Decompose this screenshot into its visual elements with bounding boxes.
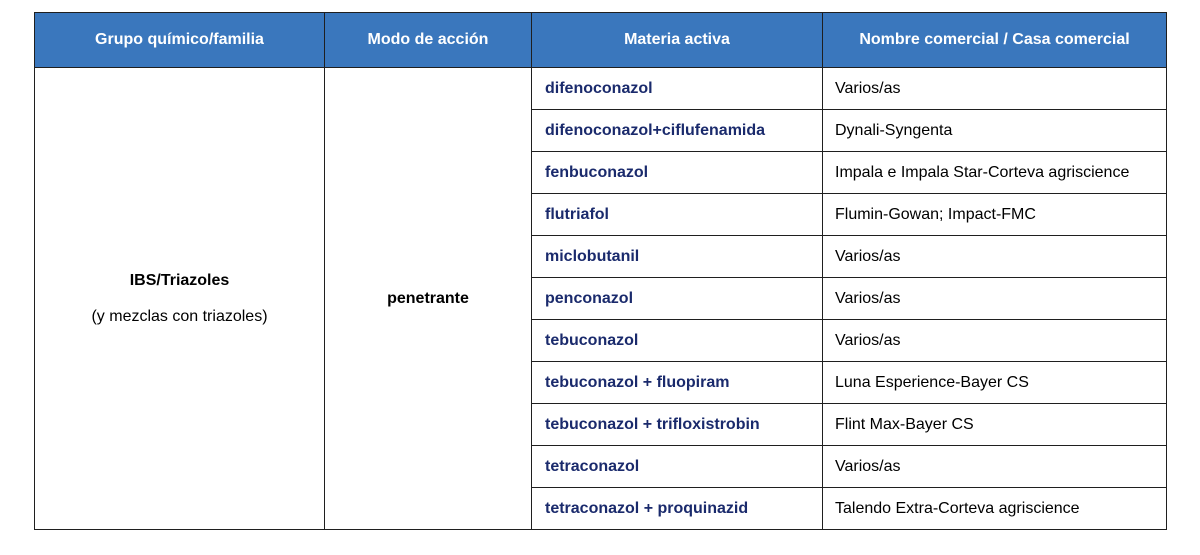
- header-row: [35, 13, 1167, 68]
- trade-cell: Varios/as: [823, 446, 1167, 488]
- header-mode: Modo de acción: [325, 13, 532, 68]
- trade-cell: Varios/as: [823, 278, 1167, 320]
- active-cell: penconazol: [532, 278, 823, 320]
- fungicide-table-container: [34, 12, 1167, 530]
- active-cell: tebuconazol + fluopiram: [532, 362, 823, 404]
- trade-cell: Dynali-Syngenta: [823, 110, 1167, 152]
- active-cell: tebuconazol: [532, 320, 823, 362]
- header-group: Grupo químico/familia: [35, 13, 325, 68]
- active-cell: tetraconazol: [532, 446, 823, 488]
- active-cell: miclobutanil: [532, 236, 823, 278]
- active-cell: difenoconazol+ciflufenamida: [532, 110, 823, 152]
- trade-cell: Varios/as: [823, 236, 1167, 278]
- header-trade: Nombre comercial / Casa comercial: [823, 13, 1167, 68]
- group-note: (y mezclas con triazoles): [91, 307, 268, 325]
- trade-cell: Flint Max-Bayer CS: [823, 404, 1167, 446]
- trade-cell: Varios/as: [823, 68, 1167, 110]
- active-cell: fenbuconazol: [532, 152, 823, 194]
- group-name: IBS/Triazoles: [129, 271, 230, 289]
- active-cell: difenoconazol: [532, 68, 823, 110]
- mode-cell: penetrante: [325, 68, 532, 530]
- trade-cell: Varios/as: [823, 320, 1167, 362]
- header-active: Materia activa: [532, 13, 823, 68]
- active-cell: flutriafol: [532, 194, 823, 236]
- trade-cell: Talendo Extra-Corteva agriscience: [823, 488, 1167, 530]
- table-row: [35, 68, 1167, 110]
- group-cell: [35, 68, 325, 530]
- active-cell: tebuconazol + trifloxistrobin: [532, 404, 823, 446]
- trade-cell: Luna Esperience-Bayer CS: [823, 362, 1167, 404]
- trade-cell: Flumin-Gowan; Impact-FMC: [823, 194, 1167, 236]
- active-cell: tetraconazol + proquinazid: [532, 488, 823, 530]
- fungicide-table: [34, 12, 1167, 530]
- trade-cell: Impala e Impala Star-Corteva agriscience: [823, 152, 1167, 194]
